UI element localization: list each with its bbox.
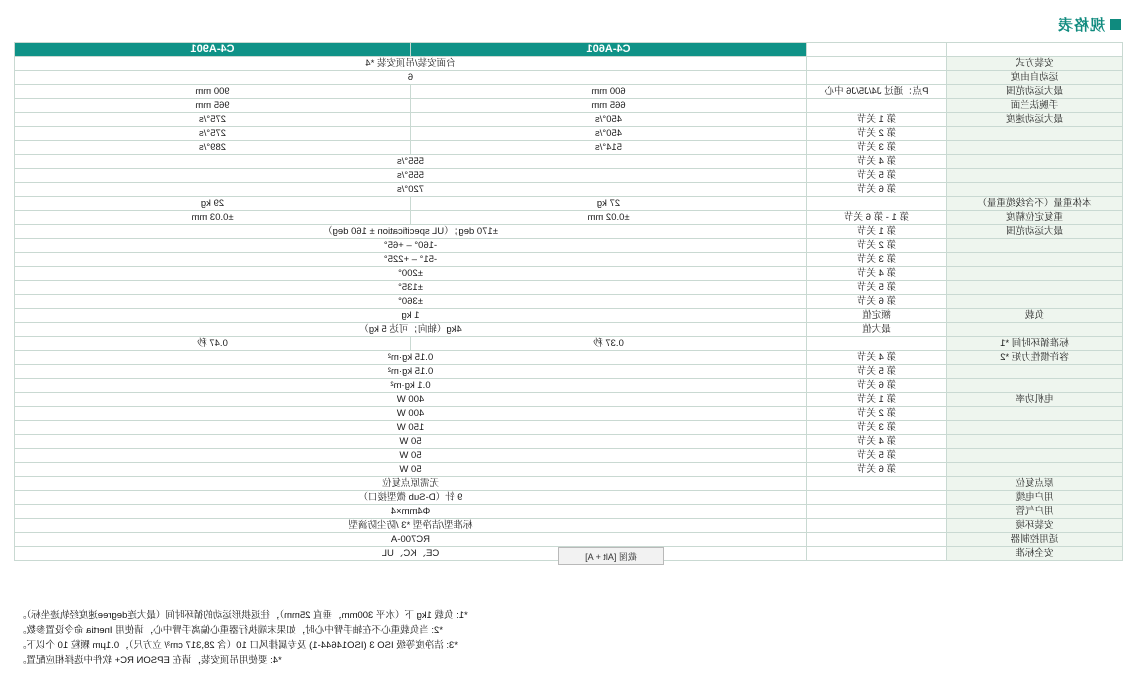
row-value-model-1: ±135° xyxy=(15,281,807,295)
table-row xyxy=(15,127,1123,141)
row-value-model-1: 555°/s xyxy=(15,155,807,169)
row-sublabel xyxy=(807,197,947,211)
row-value-model-1: CE、KC、UL xyxy=(15,547,807,561)
row-sublabel xyxy=(807,519,947,533)
table-row xyxy=(15,477,1123,491)
row-label: 最大运动范围 xyxy=(947,85,1123,99)
table-row xyxy=(15,379,1123,393)
table-row xyxy=(15,113,1123,127)
row-value-model-1: ±0.02 mm xyxy=(411,211,807,225)
row-sublabel xyxy=(807,491,947,505)
row-value-model-1: ±200° xyxy=(15,267,807,281)
row-value-model-1: 6 xyxy=(15,71,807,85)
table-row xyxy=(15,281,1123,295)
row-sublabel: 第 6 关节 xyxy=(807,295,947,309)
table-row xyxy=(15,351,1123,365)
table-row xyxy=(15,267,1123,281)
row-label xyxy=(947,183,1123,197)
row-sublabel: 第 2 关节 xyxy=(807,127,947,141)
row-label xyxy=(947,323,1123,337)
table-row xyxy=(15,491,1123,505)
footnote-2: *2: 当负载重心不在轴手臂中心时，如果末端执行器重心偏离手臂中心，请使用 Inertia 命令设置参数。 xyxy=(17,625,443,636)
square-bullet-icon xyxy=(1110,19,1121,30)
row-value-model-2: ±0.03 mm xyxy=(15,211,411,225)
row-value-model-1: -160° – +65° xyxy=(15,239,807,253)
row-sublabel xyxy=(807,337,947,351)
table-row xyxy=(15,421,1123,435)
row-value-model-2: 275°/s xyxy=(15,127,411,141)
row-label xyxy=(947,421,1123,435)
row-sublabel: 最大值 xyxy=(807,323,947,337)
row-value-model-2: 900 mm xyxy=(15,85,411,99)
row-label xyxy=(947,169,1123,183)
row-label: 容许惯性力矩 *2 xyxy=(947,351,1123,365)
row-sublabel: 第 6 关节 xyxy=(807,463,947,477)
row-sublabel: 第 4 关节 xyxy=(807,435,947,449)
row-value-model-1: ±360° xyxy=(15,295,807,309)
row-label xyxy=(947,141,1123,155)
table-row xyxy=(15,309,1123,323)
row-label: 安装环境 xyxy=(947,519,1123,533)
row-label: 安装方式 xyxy=(947,57,1123,71)
table-row xyxy=(15,519,1123,533)
row-value-model-1: 555°/s xyxy=(15,169,807,183)
table-row xyxy=(15,71,1123,85)
row-value-model-2: 275°/s xyxy=(15,113,411,127)
row-sublabel: 第 4 关节 xyxy=(807,155,947,169)
row-value-model-2: 29 kg xyxy=(15,197,411,211)
row-sublabel: 第 1 - 第 6 关节 xyxy=(807,211,947,225)
row-label: 最大运动范围 xyxy=(947,225,1123,239)
table-row xyxy=(15,253,1123,267)
table-row xyxy=(15,407,1123,421)
row-sublabel: 第 2 关节 xyxy=(807,407,947,421)
table-row xyxy=(15,393,1123,407)
row-label xyxy=(947,155,1123,169)
row-sublabel: 第 6 关节 xyxy=(807,183,947,197)
row-sublabel: 第 1 关节 xyxy=(807,225,947,239)
row-sublabel: 额定值 xyxy=(807,309,947,323)
footnote-3: *3: 洁净度等级 ISO 3 (ISO14644-1) 及专属排风口 10（含 28,317 cm³/ 立方尺），0.1μm 颗粒 10 个以下。 xyxy=(17,640,458,651)
table-row xyxy=(15,533,1123,547)
table-row xyxy=(15,337,1123,351)
header-cell-model-1: C4-A601 xyxy=(411,43,807,57)
row-label xyxy=(947,127,1123,141)
table-row xyxy=(15,155,1123,169)
row-sublabel: 第 5 关节 xyxy=(807,365,947,379)
row-value-model-1: 0.37 秒 xyxy=(411,337,807,351)
table-row xyxy=(15,505,1123,519)
row-sublabel xyxy=(807,99,947,113)
row-value-model-1: 720°/s xyxy=(15,183,807,197)
table-row xyxy=(15,239,1123,253)
table-row xyxy=(15,449,1123,463)
row-value-model-1: 无需原点复位 xyxy=(15,477,807,491)
row-sublabel: 第 4 关节 xyxy=(807,267,947,281)
row-label: 用户电缆 xyxy=(947,491,1123,505)
row-sublabel xyxy=(807,477,947,491)
row-sublabel: 第 3 关节 xyxy=(807,421,947,435)
row-value-model-1: 27 kg xyxy=(411,197,807,211)
row-sublabel: 第 3 关节 xyxy=(807,141,947,155)
row-value-model-1: 50 W xyxy=(15,435,807,449)
table-row xyxy=(15,197,1123,211)
row-label xyxy=(947,267,1123,281)
row-label xyxy=(947,449,1123,463)
row-sublabel xyxy=(807,505,947,519)
table-row xyxy=(15,225,1123,239)
row-value-model-1: 600 mm xyxy=(411,85,807,99)
row-value-model-1: 450°/s xyxy=(411,127,807,141)
table-row xyxy=(15,211,1123,225)
row-sublabel xyxy=(807,71,947,85)
row-label: 负载 xyxy=(947,309,1123,323)
row-label: 原点复位 xyxy=(947,477,1123,491)
row-sublabel: 第 3 关节 xyxy=(807,253,947,267)
row-label xyxy=(947,407,1123,421)
table-header-row xyxy=(15,43,1123,57)
row-label xyxy=(947,379,1123,393)
row-value-model-1: 标准型/洁净型 *3 /防尘防滴型 xyxy=(15,519,807,533)
row-value-model-1: ±170 deg；（UL specification ± 160 deg） xyxy=(15,225,807,239)
row-sublabel: 第 1 关节 xyxy=(807,113,947,127)
snip-tool-button[interactable]: 截图 [Alt + A] xyxy=(558,547,664,565)
row-value-model-2: 0.47 秒 xyxy=(15,337,411,351)
row-label: 适用控制器 xyxy=(947,533,1123,547)
row-sublabel: P点：通过 J4/J5/J6 中心 xyxy=(807,85,947,99)
header-cell-sub xyxy=(807,43,947,57)
row-value-model-1: 665 mm xyxy=(411,99,807,113)
table-row xyxy=(15,435,1123,449)
specification-table xyxy=(14,42,1123,561)
row-label: 安全标准 xyxy=(947,547,1123,561)
footnote-4: *4: 要使用吊顶安装，请在 EPSON RC+ 软件中选择相应配置。 xyxy=(17,655,282,666)
row-value-model-1: 4kg（轴向；可达 5 kg） xyxy=(15,323,807,337)
row-value-model-1: Φ4mm×4 xyxy=(15,505,807,519)
row-value-model-1: -51° – +225° xyxy=(15,253,807,267)
row-label: 手腕法兰面 xyxy=(947,99,1123,113)
row-label xyxy=(947,435,1123,449)
table-row xyxy=(15,463,1123,477)
row-sublabel: 第 2 关节 xyxy=(807,239,947,253)
header-cell-model-2: C4-A901 xyxy=(15,43,411,57)
footnote-1: *1: 负载 1kg 下（水平 300mm，垂直 25mm），往返拱形运动的循环时间（最大连degree速度经轨迹坐标）。 xyxy=(17,610,468,621)
row-label xyxy=(947,253,1123,267)
row-value-model-1: 台面安装/吊顶安装 *4 xyxy=(15,57,807,71)
page-title: 规格表 xyxy=(1057,14,1121,35)
row-label: 最大运动速度 xyxy=(947,113,1123,127)
row-value-model-1: 1 kg xyxy=(15,309,807,323)
row-value-model-1: 400 W xyxy=(15,393,807,407)
table-row xyxy=(15,183,1123,197)
table-row xyxy=(15,295,1123,309)
row-value-model-1: 0.15 kg·m² xyxy=(15,365,807,379)
row-label xyxy=(947,281,1123,295)
row-value-model-1: 0.15 kg·m² xyxy=(15,351,807,365)
header-cell-label xyxy=(947,43,1123,57)
row-label: 用户气管 xyxy=(947,505,1123,519)
row-value-model-1: 9 针（D-Sub 微型接口） xyxy=(15,491,807,505)
row-sublabel xyxy=(807,547,947,561)
row-label: 本体重量（不含线缆重量） xyxy=(947,197,1123,211)
table-row xyxy=(15,85,1123,99)
row-sublabel: 第 5 关节 xyxy=(807,169,947,183)
row-value-model-2: 289°/s xyxy=(15,141,411,155)
table-row xyxy=(15,323,1123,337)
row-value-model-1: 150 W xyxy=(15,421,807,435)
row-value-model-2: 965 mm xyxy=(15,99,411,113)
row-label: 运动自由度 xyxy=(947,71,1123,85)
row-sublabel xyxy=(807,57,947,71)
table-row xyxy=(15,57,1123,71)
row-value-model-1: 450°/s xyxy=(411,113,807,127)
row-sublabel: 第 1 关节 xyxy=(807,393,947,407)
row-label: 重复定位精度 xyxy=(947,211,1123,225)
row-label: 标准循环时间 *1 xyxy=(947,337,1123,351)
table-row xyxy=(15,169,1123,183)
row-sublabel: 第 6 关节 xyxy=(807,379,947,393)
row-value-model-1: 50 W xyxy=(15,449,807,463)
row-value-model-1: 514°/s xyxy=(411,141,807,155)
row-label xyxy=(947,365,1123,379)
table-row xyxy=(15,141,1123,155)
row-value-model-1: 400 W xyxy=(15,407,807,421)
row-sublabel: 第 4 关节 xyxy=(807,351,947,365)
row-label xyxy=(947,239,1123,253)
row-sublabel: 第 5 关节 xyxy=(807,449,947,463)
row-label xyxy=(947,463,1123,477)
row-sublabel xyxy=(807,533,947,547)
row-value-model-1: RC700-A xyxy=(15,533,807,547)
table-row xyxy=(15,99,1123,113)
footnotes xyxy=(17,608,897,668)
row-value-model-1: 0.1 kg·m² xyxy=(15,379,807,393)
row-sublabel: 第 5 关节 xyxy=(807,281,947,295)
row-label: 电机功率 xyxy=(947,393,1123,407)
table-row xyxy=(15,365,1123,379)
row-value-model-1: 50 W xyxy=(15,463,807,477)
row-label xyxy=(947,295,1123,309)
